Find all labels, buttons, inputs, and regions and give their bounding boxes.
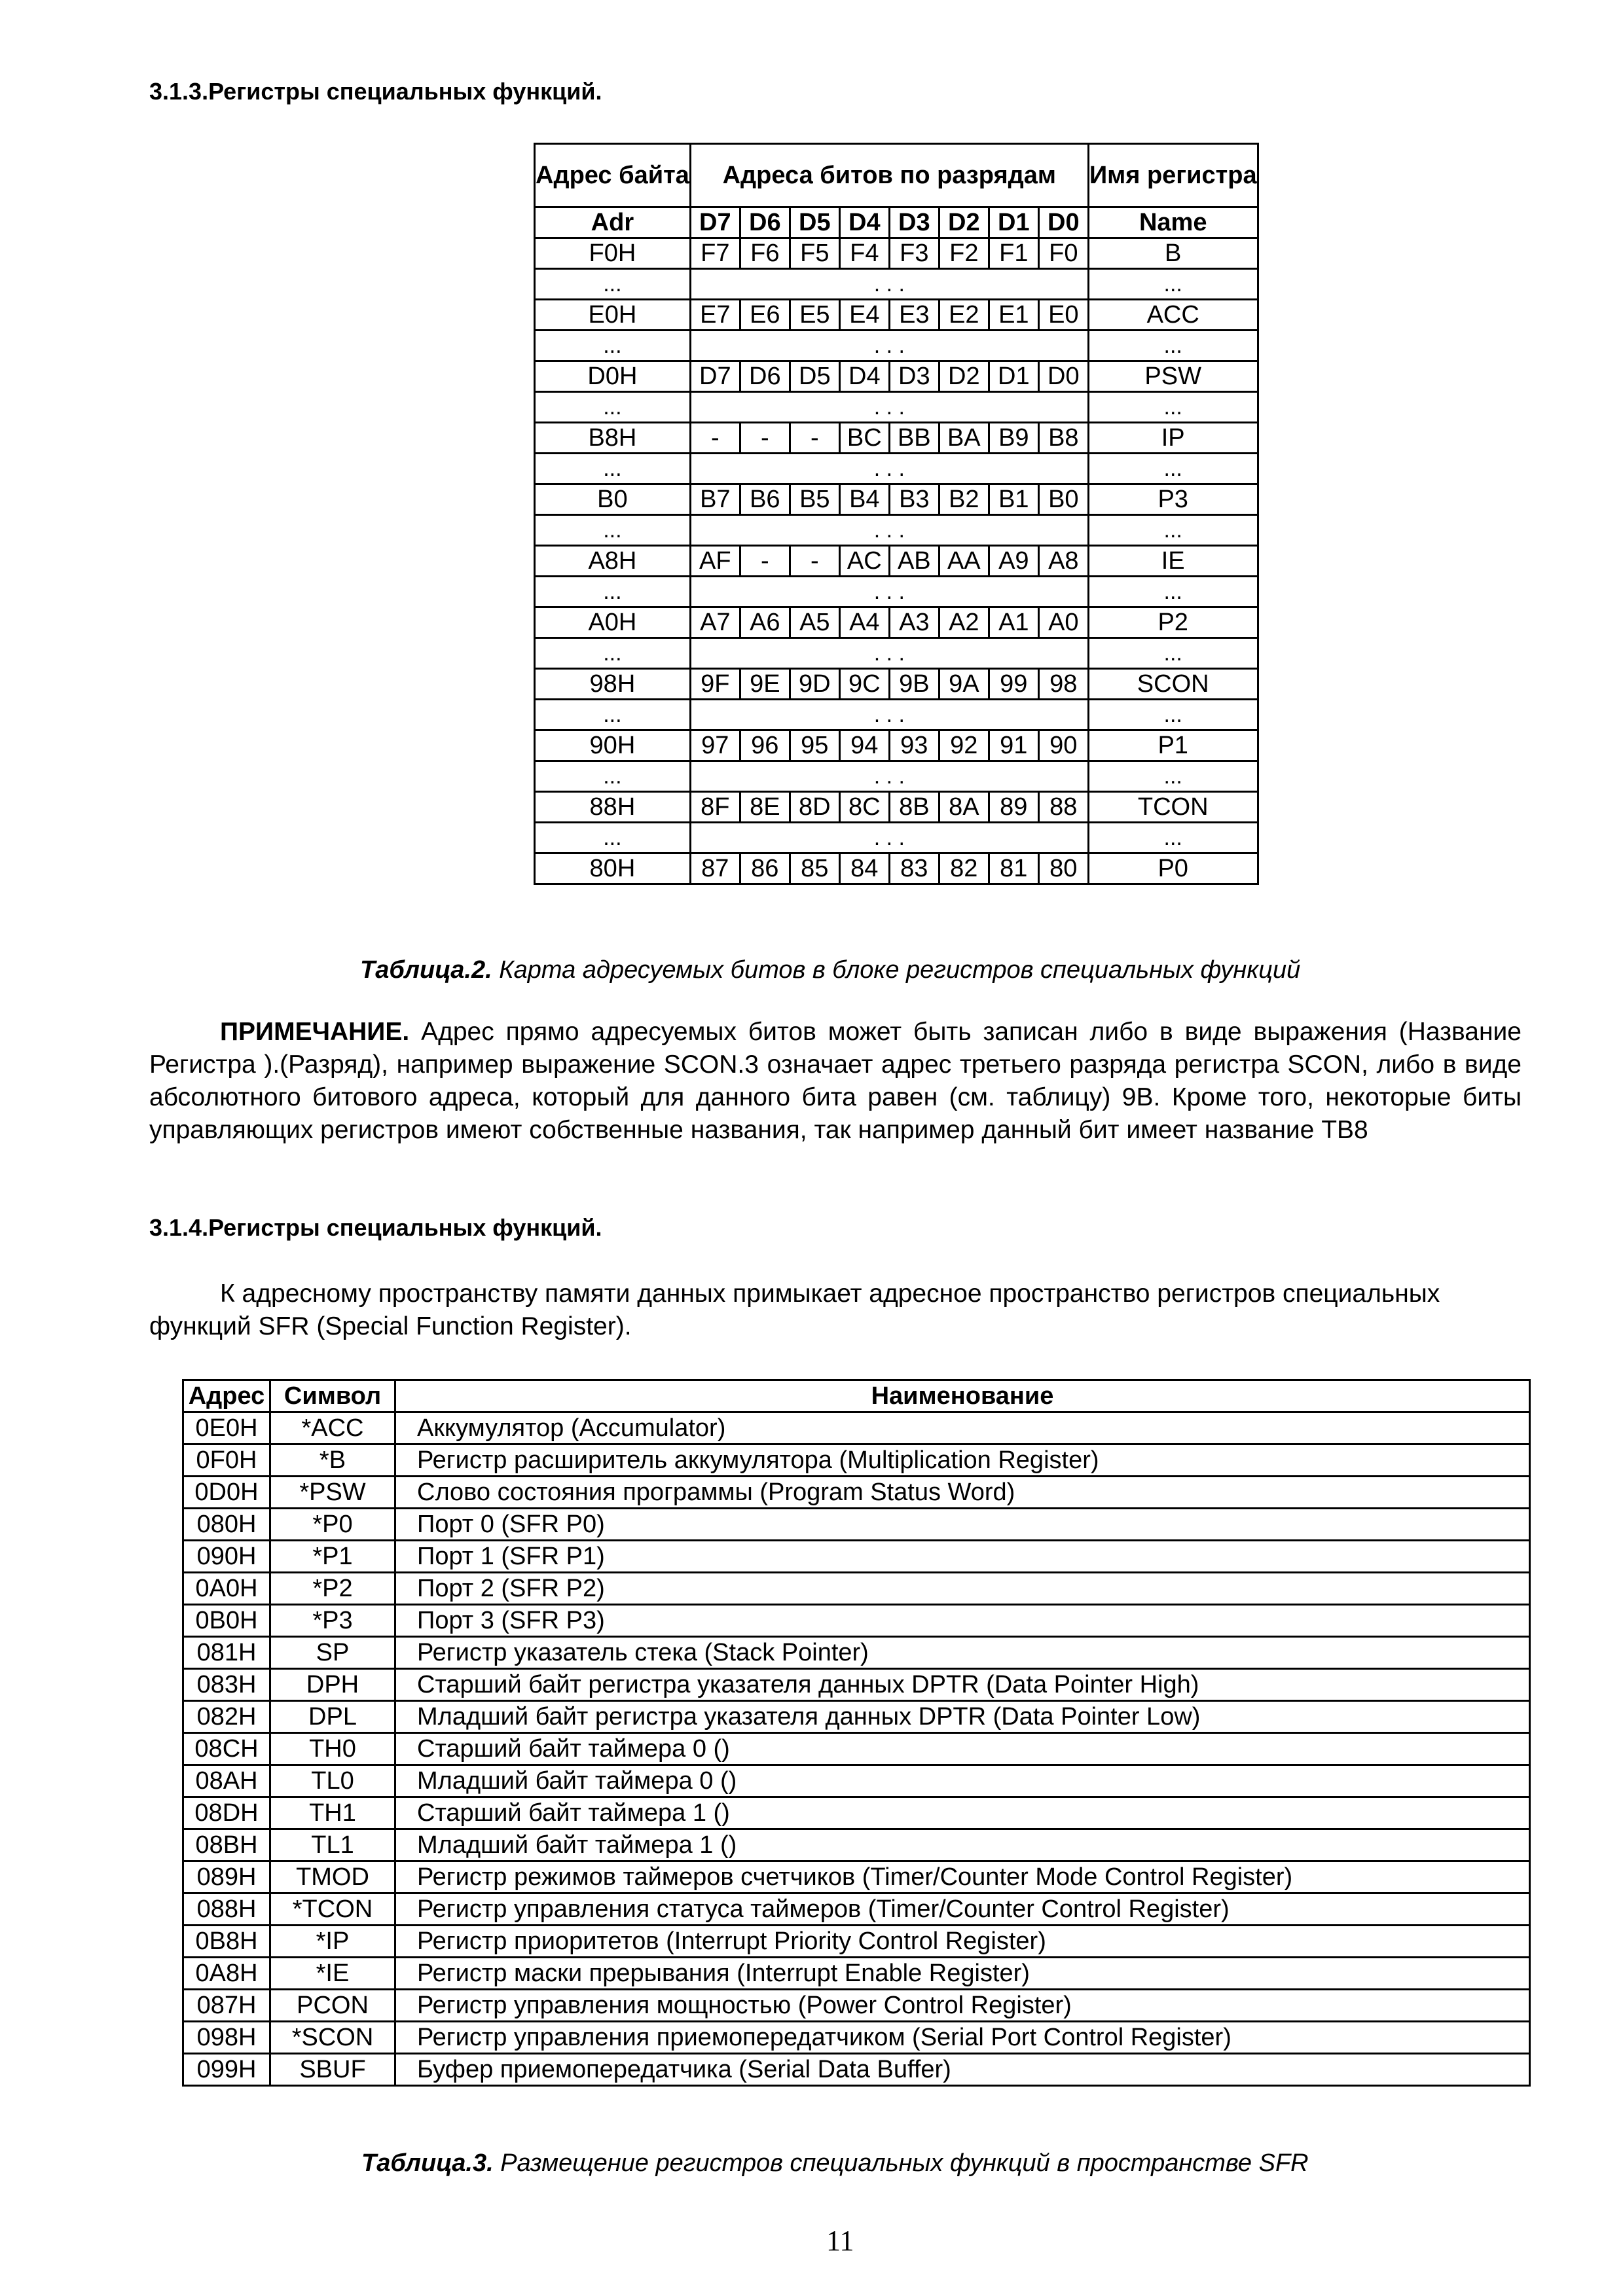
bit-addr-cell: A2 [939,607,989,638]
bit-addr-cell: 84 [839,853,889,884]
dots-name-cell: ... [1088,454,1258,484]
dots-name-cell: ... [1088,269,1258,300]
dots-addr-cell: ... [535,392,691,423]
dots-addr-cell: ... [535,515,691,546]
bit-addr-cell: F3 [889,238,939,269]
sfr-name-cell: Регистр маски прерывания (Interrupt Enable Register) [395,1958,1530,1990]
bit-addr-cell: F7 [690,238,740,269]
bit-addr-cell: 9A [939,669,989,700]
bit-addr-cell: B6 [740,484,790,515]
bit-addr-cell: A0 [1038,607,1088,638]
dots-bits-cell: . . . [690,392,1088,423]
byte-addr-cell: 90H [535,730,691,761]
table3-caption-text: Размещение регистров специальных функций в пространстве SFR [493,2149,1309,2177]
sfr-row [183,1893,1530,1926]
sfr-row [183,1926,1530,1958]
bit-addr-cell: D7 [690,361,740,392]
note-text: Адрес прямо адресуемых битов может быть записан либо в виде выражения (Название Регистра ).(Разряд), например выражение SCON.3 означает адрес третьего разряда регистра SCON, либо в виде абсолютного битового адреса, который для данного бита равен (см. таблицу) 9B. Кроме того, некоторые биты управляющих регистров имеют собственные названия, так например данный бит имеет название TB8 [149,1018,1522,1144]
bit-addr-cell: BB [889,423,939,454]
sfr-name-cell: Младший байт регистра указателя данных DPTR (Data Pointer Low) [395,1701,1530,1733]
sfr-symbol-cell: TH1 [270,1797,395,1829]
register-name-cell: B [1088,238,1258,269]
subheader-cell: D6 [740,207,790,238]
bit-addr-cell: - [690,423,740,454]
sfr-symbol-cell: *TCON [270,1893,395,1926]
register-name-cell: P3 [1088,484,1258,515]
sfr-name-cell: Регистр режимов таймеров счетчиков (Timer/Counter Mode Control Register) [395,1861,1530,1893]
note-label: ПРИМЕЧАНИЕ. [220,1018,410,1046]
bit-addr-cell: - [740,546,790,577]
sfr-addr-cell: 0F0H [183,1444,270,1477]
sfr-row [183,1861,1530,1893]
dots-addr-cell: ... [535,577,691,607]
bit-addr-cell: D4 [839,361,889,392]
bit-addr-cell: 8F [690,792,740,823]
sfr-symbol-cell: TL0 [270,1765,395,1797]
register-name-cell: ACC [1088,300,1258,331]
sfr-symbol-cell: *IE [270,1958,395,1990]
sfr-addr-cell: 098H [183,2022,270,2054]
sfr-name-cell: Слово состояния программы (Program Status Word) [395,1477,1530,1509]
bit-addr-cell: 88 [1038,792,1088,823]
sfr-addr-cell: 08AH [183,1765,270,1797]
sfr-name-cell: Старший байт регистра указателя данных DPTR (Data Pointer High) [395,1669,1530,1701]
sfr-addr-cell: 090H [183,1541,270,1573]
bit-addr-cell: 92 [939,730,989,761]
sfr-header-symbol: Символ [270,1380,395,1412]
subheader-cell: Name [1088,207,1258,238]
dots-name-cell: ... [1088,392,1258,423]
sfr-name-cell: Порт 3 (SFR P3) [395,1605,1530,1637]
dots-bits-cell: . . . [690,515,1088,546]
sfr-symbol-cell: TL1 [270,1829,395,1861]
register-name-cell: P2 [1088,607,1258,638]
bit-addr-cell: 8C [839,792,889,823]
byte-addr-cell: 80H [535,853,691,884]
bit-addr-cell: F2 [939,238,989,269]
dots-bits-cell: . . . [690,454,1088,484]
header-bits-cell: Адреса битов по разрядам [690,144,1088,207]
bit-addr-cell: D2 [939,361,989,392]
register-name-cell: SCON [1088,669,1258,700]
sfr-addr-cell: 0B8H [183,1926,270,1958]
bit-addr-cell: 90 [1038,730,1088,761]
bit-addr-cell: A3 [889,607,939,638]
bit-addr-cell: B7 [690,484,740,515]
sfr-name-cell: Регистр управления мощностью (Power Control Register) [395,1990,1530,2022]
dots-addr-cell: ... [535,454,691,484]
dots-addr-cell: ... [535,761,691,792]
sfr-addr-cell: 082H [183,1701,270,1733]
bitmap-row [535,238,1258,269]
bit-addr-cell: BA [939,423,989,454]
bitmap-row [535,792,1258,823]
bit-addr-cell: 9F [690,669,740,700]
bitmap-header-row [535,144,1258,207]
dots-bits-cell: . . . [690,331,1088,361]
bitmap-row [535,607,1258,638]
bit-addr-cell: AF [690,546,740,577]
bit-addr-cell: A5 [790,607,839,638]
sfr-row [183,1573,1530,1605]
sfr-name-cell: Порт 2 (SFR P2) [395,1573,1530,1605]
sfr-row [183,1669,1530,1701]
bit-addr-cell: 9D [790,669,839,700]
bit-addr-cell: E1 [989,300,1038,331]
note-paragraph [149,1016,1522,1147]
sfr-symbol-cell: DPH [270,1669,395,1701]
bit-addr-cell: D3 [889,361,939,392]
sfr-name-cell: Регистр указатель стека (Stack Pointer) [395,1637,1530,1669]
bitmap-row [535,853,1258,884]
sfr-name-cell: Старший байт таймера 0 () [395,1733,1530,1765]
bit-addr-cell: AB [889,546,939,577]
sfr-header-addr: Адрес [183,1380,270,1412]
bit-addr-cell: 91 [989,730,1038,761]
sfr-row [183,1829,1530,1861]
sfr-name-cell: Младший байт таймера 0 () [395,1765,1530,1797]
table2-caption-label: Таблица.2. [360,956,492,984]
sfr-name-cell: Порт 0 (SFR P0) [395,1509,1530,1541]
sfr-row [183,1990,1530,2022]
dots-row [535,823,1258,853]
table3-caption [361,2149,1309,2178]
dots-bits-cell: . . . [690,638,1088,669]
dots-bits-cell: . . . [690,269,1088,300]
bit-addr-cell: E4 [839,300,889,331]
subheader-cell: D1 [989,207,1038,238]
sfr-name-cell: Аккумулятор (Accumulator) [395,1412,1530,1444]
sfr-name-cell: Порт 1 (SFR P1) [395,1541,1530,1573]
sfr-symbol-cell: *IP [270,1926,395,1958]
register-name-cell: PSW [1088,361,1258,392]
sfr-row [183,1958,1530,1990]
sfr-symbol-cell: TMOD [270,1861,395,1893]
sfr-addr-cell: 0D0H [183,1477,270,1509]
bit-addr-cell: 85 [790,853,839,884]
subheader-cell: D4 [839,207,889,238]
bit-addr-cell: A1 [989,607,1038,638]
byte-addr-cell: D0H [535,361,691,392]
bit-addr-cell: F4 [839,238,889,269]
sfr-row [183,1412,1530,1444]
bit-addr-cell: E6 [740,300,790,331]
sfr-row [183,2022,1530,2054]
bitmap-row [535,546,1258,577]
register-name-cell: IP [1088,423,1258,454]
bit-addr-cell: E0 [1038,300,1088,331]
table3-caption-label: Таблица.3. [361,2149,494,2177]
sfr-addr-cell: 0E0H [183,1412,270,1444]
bit-addr-cell: D6 [740,361,790,392]
bit-addr-cell: 9C [839,669,889,700]
byte-addr-cell: 88H [535,792,691,823]
header-name-cell: Имя регистра [1088,144,1258,207]
bitmap-row [535,484,1258,515]
dots-addr-cell: ... [535,269,691,300]
bit-addr-cell: B5 [790,484,839,515]
table2-caption-text: Карта адресуемых битов в блоке регистров специальных функций [492,956,1301,984]
sfr-symbol-cell: PCON [270,1990,395,2022]
bit-addr-cell: - [740,423,790,454]
subheader-cell: D5 [790,207,839,238]
bit-addr-cell: - [790,546,839,577]
bit-address-table [534,143,1259,885]
dots-name-cell: ... [1088,515,1258,546]
sfr-addr-cell: 08BH [183,1829,270,1861]
bit-addr-cell: A6 [740,607,790,638]
bit-addr-cell: 86 [740,853,790,884]
sfr-row [183,1733,1530,1765]
table2-caption [360,956,1300,984]
dots-addr-cell: ... [535,700,691,730]
bit-addr-cell: 97 [690,730,740,761]
dots-row [535,577,1258,607]
bit-addr-cell: 94 [839,730,889,761]
bit-addr-cell: 82 [939,853,989,884]
dots-name-cell: ... [1088,331,1258,361]
bit-addr-cell: 81 [989,853,1038,884]
dots-row [535,331,1258,361]
sfr-addr-cell: 081H [183,1637,270,1669]
sfr-addr-cell: 08DH [183,1797,270,1829]
sfr-name-cell: Старший байт таймера 1 () [395,1797,1530,1829]
sfr-symbol-cell: SBUF [270,2054,395,2086]
sfr-table [182,1379,1531,2087]
sfr-symbol-cell: *P0 [270,1509,395,1541]
sfr-symbol-cell: TH0 [270,1733,395,1765]
dots-row [535,638,1258,669]
bit-addr-cell: BC [839,423,889,454]
bit-addr-cell: A8 [1038,546,1088,577]
dots-row [535,761,1258,792]
bit-addr-cell: E5 [790,300,839,331]
byte-addr-cell: E0H [535,300,691,331]
sfr-addr-cell: 087H [183,1990,270,2022]
bit-addr-cell: 96 [740,730,790,761]
bit-addr-cell: 95 [790,730,839,761]
dots-name-cell: ... [1088,823,1258,853]
dots-name-cell: ... [1088,700,1258,730]
sfr-header-name: Наименование [395,1380,1530,1412]
register-name-cell: IE [1088,546,1258,577]
byte-addr-cell: A8H [535,546,691,577]
dots-row [535,392,1258,423]
bit-addr-cell: 99 [989,669,1038,700]
bit-addr-cell: B8 [1038,423,1088,454]
sfr-row [183,1444,1530,1477]
sfr-symbol-cell: *PSW [270,1477,395,1509]
bit-addr-cell: 87 [690,853,740,884]
sfr-addr-cell: 088H [183,1893,270,1926]
sfr-symbol-cell: SP [270,1637,395,1669]
dots-bits-cell: . . . [690,823,1088,853]
byte-addr-cell: 98H [535,669,691,700]
sfr-row [183,1797,1530,1829]
sfr-addr-cell: 0A8H [183,1958,270,1990]
header-addr-cell: Адрес байта [535,144,691,207]
bit-addr-cell: 89 [989,792,1038,823]
sfr-addr-cell: 08CH [183,1733,270,1765]
sfr-row [183,1605,1530,1637]
dots-bits-cell: . . . [690,700,1088,730]
bit-addr-cell: A7 [690,607,740,638]
bit-addr-cell: 9B [889,669,939,700]
sfr-name-cell: Регистр приоритетов (Interrupt Priority Control Register) [395,1926,1530,1958]
dots-name-cell: ... [1088,577,1258,607]
bit-addr-cell: 80 [1038,853,1088,884]
sfr-header-row [183,1380,1530,1412]
bit-addr-cell: D0 [1038,361,1088,392]
bit-addr-cell: F6 [740,238,790,269]
bit-addr-cell: D1 [989,361,1038,392]
sfr-symbol-cell: DPL [270,1701,395,1733]
bitmap-row [535,423,1258,454]
dots-bits-cell: . . . [690,761,1088,792]
dots-name-cell: ... [1088,761,1258,792]
bitmap-row [535,730,1258,761]
bit-addr-cell: 98 [1038,669,1088,700]
bit-addr-cell: B1 [989,484,1038,515]
subheader-cell: D0 [1038,207,1088,238]
bit-addr-cell: - [790,423,839,454]
dots-bits-cell: . . . [690,577,1088,607]
bit-addr-cell: E3 [889,300,939,331]
sfr-name-cell: Регистр расширитель аккумулятора (Multiplication Register) [395,1444,1530,1477]
sfr-name-cell: Буфер приемопередатчика (Serial Data Buffer) [395,2054,1530,2086]
sfr-row [183,1701,1530,1733]
dots-row [535,515,1258,546]
byte-addr-cell: F0H [535,238,691,269]
bit-addr-cell: 8B [889,792,939,823]
sfr-symbol-cell: *P3 [270,1605,395,1637]
bit-addr-cell: A9 [989,546,1038,577]
section-title-313: 3.1.3.Регистры специальных функций. [149,78,602,105]
bit-addr-cell: B2 [939,484,989,515]
sfr-addr-cell: 099H [183,2054,270,2086]
sfr-symbol-cell: *B [270,1444,395,1477]
dots-row [535,269,1258,300]
sfr-row [183,1541,1530,1573]
bit-addr-cell: F0 [1038,238,1088,269]
bit-addr-cell: F1 [989,238,1038,269]
bitmap-subheader-row [535,207,1258,238]
intro-paragraph: К адресному пространству памяти данных примыкает адресное пространство регистров специальных функций SFR (Special Function Register). [149,1280,1440,1340]
bit-addr-cell: E2 [939,300,989,331]
bit-addr-cell: 9E [740,669,790,700]
dots-addr-cell: ... [535,638,691,669]
subheader-cell: D2 [939,207,989,238]
dots-row [535,700,1258,730]
sfr-name-cell: Регистр управления статуса таймеров (Timer/Counter Control Register) [395,1893,1530,1926]
bit-addr-cell: 83 [889,853,939,884]
sfr-row [183,1765,1530,1797]
sfr-symbol-cell: *P1 [270,1541,395,1573]
bit-addr-cell: 8E [740,792,790,823]
bitmap-row [535,361,1258,392]
sfr-symbol-cell: *ACC [270,1412,395,1444]
register-name-cell: P1 [1088,730,1258,761]
dots-name-cell: ... [1088,638,1258,669]
sfr-symbol-cell: *P2 [270,1573,395,1605]
section-title-314: 3.1.4.Регистры специальных функций. [149,1214,602,1241]
bit-addr-cell: AA [939,546,989,577]
subheader-cell: D7 [690,207,740,238]
bit-addr-cell: 93 [889,730,939,761]
sfr-addr-cell: 089H [183,1861,270,1893]
bit-addr-cell: E7 [690,300,740,331]
dots-addr-cell: ... [535,331,691,361]
sfr-addr-cell: 0B0H [183,1605,270,1637]
sfr-row [183,1477,1530,1509]
bit-addr-cell: B3 [889,484,939,515]
sfr-symbol-cell: *SCON [270,2022,395,2054]
sfr-addr-cell: 080H [183,1509,270,1541]
bitmap-row [535,300,1258,331]
sfr-addr-cell: 083H [183,1669,270,1701]
sfr-row [183,2054,1530,2086]
page-number: 11 [826,2225,854,2257]
bit-addr-cell: AC [839,546,889,577]
bit-addr-cell: D5 [790,361,839,392]
dots-row [535,454,1258,484]
sfr-name-cell: Младший байт таймера 1 () [395,1829,1530,1861]
dots-addr-cell: ... [535,823,691,853]
sfr-name-cell: Регистр управления приемопередатчиком (Serial Port Control Register) [395,2022,1530,2054]
subheader-cell: D3 [889,207,939,238]
register-name-cell: P0 [1088,853,1258,884]
bit-addr-cell: 8D [790,792,839,823]
subheader-cell: Adr [535,207,691,238]
sfr-addr-cell: 0A0H [183,1573,270,1605]
bit-addr-cell: 8A [939,792,989,823]
sfr-row [183,1509,1530,1541]
byte-addr-cell: A0H [535,607,691,638]
bitmap-row [535,669,1258,700]
sfr-row [183,1637,1530,1669]
bit-addr-cell: F5 [790,238,839,269]
bit-addr-cell: B4 [839,484,889,515]
bit-addr-cell: A4 [839,607,889,638]
bit-addr-cell: B9 [989,423,1038,454]
byte-addr-cell: B8H [535,423,691,454]
register-name-cell: TCON [1088,792,1258,823]
byte-addr-cell: B0 [535,484,691,515]
bit-addr-cell: B0 [1038,484,1088,515]
